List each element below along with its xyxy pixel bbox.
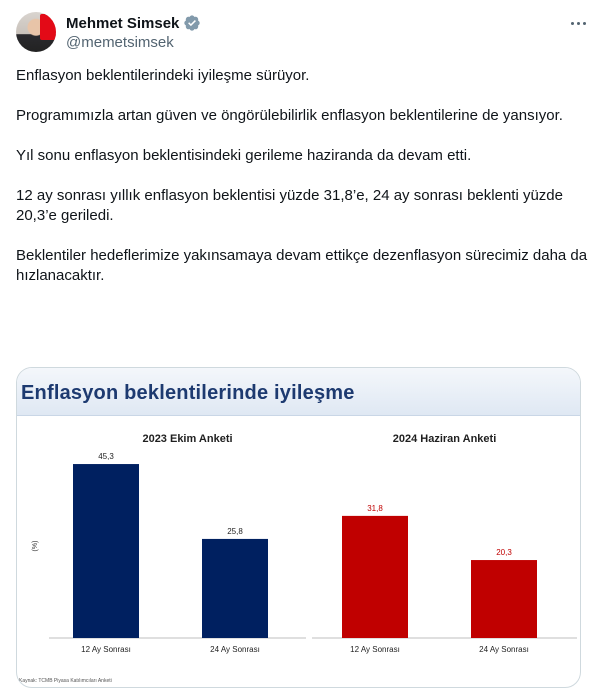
x-tick-label: 12 Ay Sonrası	[350, 645, 400, 654]
x-tick-label: 24 Ay Sonrası	[210, 645, 260, 654]
chart-title: 2023 Ekim Anketi	[142, 433, 233, 445]
flag-icon	[40, 14, 56, 40]
chart-bar	[202, 539, 268, 638]
tweet-paragraph: Programımızla artan güven ve öngörülebilirlik enflasyon beklentilerine de yansıyor.	[16, 107, 563, 124]
tweet-paragraph: Beklentiler hedeflerimize yakınsamaya devam ettikçe dezenflasyon sürecimiz daha da hızlanacaktır.	[16, 247, 588, 284]
tweet-paragraph: Enflasyon beklentilerindeki iyileşme sürüyor.	[16, 67, 310, 84]
x-tick-label: 12 Ay Sonrası	[81, 645, 131, 654]
bar-value-label: 20,3	[496, 548, 512, 558]
tweet-paragraph: Yıl sonu enflasyon beklentisindeki gerileme haziranda da devam etti.	[16, 147, 472, 164]
avatar[interactable]	[16, 12, 56, 52]
card-title: Enflasyon beklentilerinde iyileşme	[21, 382, 355, 404]
bar-value-label: 25,8	[227, 526, 243, 536]
media-card[interactable]	[16, 367, 581, 688]
author-name-row	[66, 14, 201, 32]
author-display-name[interactable]: Mehmet Simsek	[66, 14, 180, 32]
tweet-paragraph: 12 ay sonrası yıllık enflasyon beklentisi yüzde 31,8’e, 24 ay sonrası beklenti yüzde 20,3’e geriledi.	[16, 187, 563, 224]
chart-title: 2024 Haziran Anketi	[392, 433, 497, 445]
card-title-bar	[17, 368, 580, 416]
chart-bar	[471, 560, 537, 638]
tweet-text	[16, 66, 593, 286]
x-tick-label: 24 Ay Sonrası	[479, 645, 529, 654]
tweet-header	[16, 12, 593, 56]
chart-area	[17, 416, 581, 688]
more-options-icon[interactable]	[563, 12, 593, 34]
author-handle[interactable]: @memetsimsek	[66, 34, 174, 51]
bar-value-label: 31,8	[367, 503, 383, 513]
source-note: Kaynak: TCMB Piyasa Katılımcıları Anketi	[19, 678, 112, 684]
chart-bar	[73, 464, 139, 638]
y-axis-label: (%)	[32, 540, 39, 552]
bar-value-label: 45,3	[98, 452, 114, 462]
verified-badge-icon	[183, 14, 201, 32]
chart-bar	[342, 516, 408, 638]
